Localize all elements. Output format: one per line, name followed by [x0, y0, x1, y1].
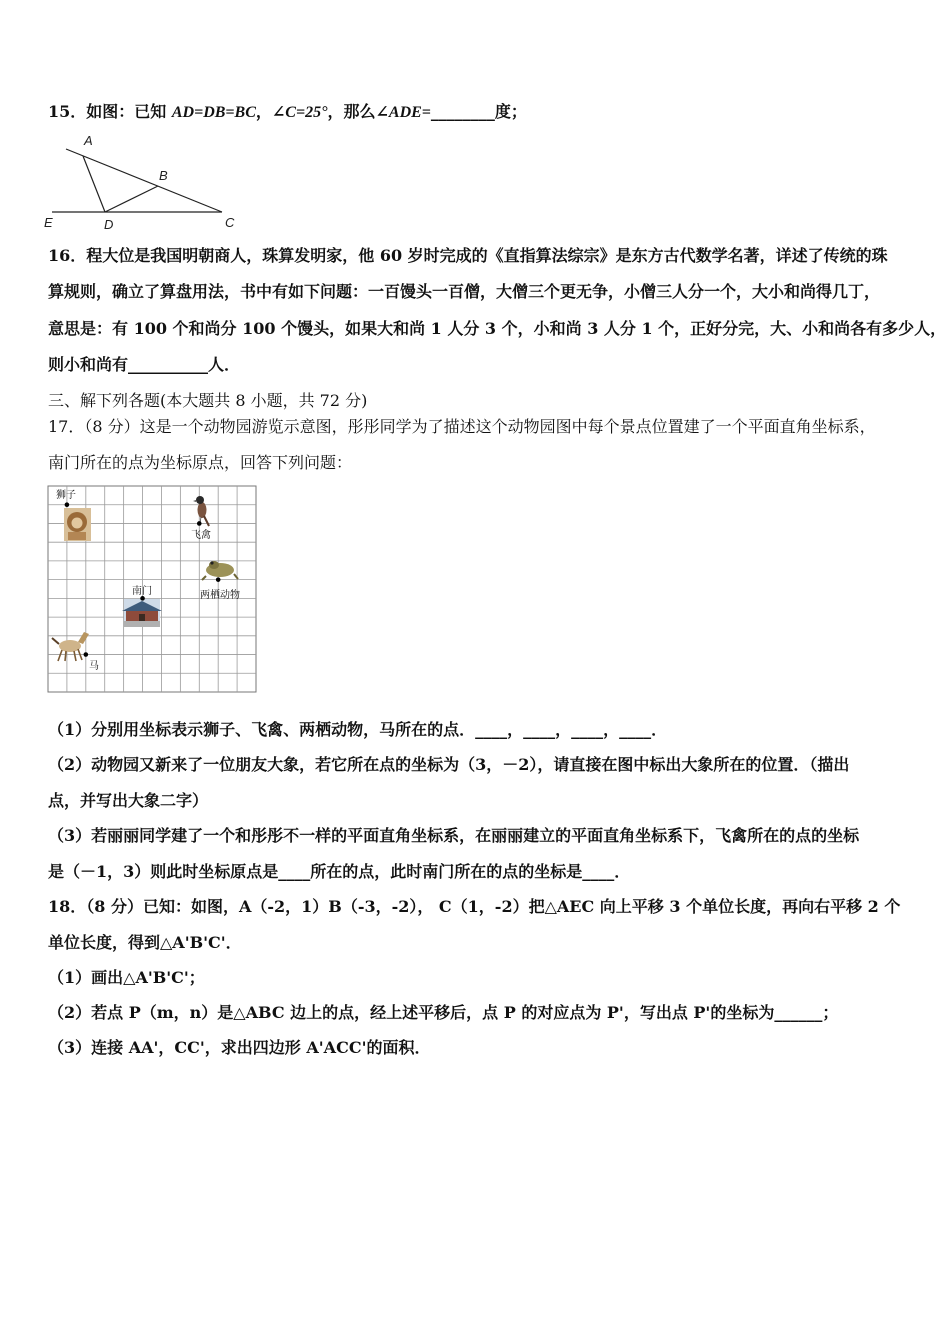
line-ad — [83, 156, 105, 212]
amphibians-label: 两栖动物 — [200, 590, 240, 601]
q17-part-3-line-1: （3）若丽丽同学建了一个和彤彤不一样的平面直角坐标系，在丽丽建立的平面直角坐标系下，飞禽所在的点的坐标 — [48, 826, 860, 845]
horse-label: 马 — [89, 661, 99, 672]
section-3-title: 三、解下列各题(本大题共 8 小题，共 72 分) — [48, 391, 368, 410]
q15-unit: 度； — [494, 102, 527, 121]
birds-point — [197, 521, 202, 526]
q15-text — [48, 102, 527, 123]
q15-angle-sign: ，∠ — [255, 102, 286, 121]
q16-line-1: 16．程大位是我国明朝商人，珠算发明家，他 60 岁时完成的《直指算法综宗》是东方古代数学名著，详述了传统的珠 — [48, 246, 888, 265]
q18-part-2: （2）若点 P（m，n）是△ABC 边上的点，经上述平移后，点 P 的对应点为 P'，写出点 P'的坐标为______； — [48, 1003, 839, 1022]
line-ac — [66, 149, 222, 212]
gate-icon — [122, 599, 162, 627]
q17-intro-line-2: 南门所在的点为坐标原点，回答下列问题： — [48, 453, 353, 472]
birds-label: 飞禽 — [191, 530, 211, 541]
label-c: C — [225, 215, 235, 230]
q18-line-2: 单位长度，得到△A'B'C'． — [48, 933, 242, 952]
zoo-map — [47, 485, 257, 693]
q15-angle-ade: ADE= — [388, 104, 431, 121]
q18-part-1: （1）画出△A'B'C'； — [48, 968, 205, 987]
q16-line-3: 意思是：有 100 个和尚分 100 个馒头，如果大和尚 1 人分 3 个，小和尚 3 人分 1 个，正好分完，大、小和尚各有多少人， — [48, 319, 947, 338]
label-b: B — [159, 168, 168, 183]
amphibians-point — [216, 577, 221, 582]
q15-figure — [40, 128, 240, 234]
q15-angle-c: C=25° — [285, 104, 328, 121]
lion-point — [65, 502, 70, 507]
q17-part-1: （1）分别用坐标表示狮子、飞禽、两栖动物，马所在的点．____，____，____，____． — [48, 720, 668, 739]
label-d: D — [104, 217, 114, 232]
horse-point — [84, 652, 89, 657]
q18-line-1: 18．（8 分）已知：如图，A（-2，1）B（-3，-2）， C（1，-2）把△AEC 向上平移 3 个单位长度，再向右平移 2 个 — [48, 897, 901, 916]
q15-answer-blank: ________ — [430, 102, 495, 121]
q17-part-2-line-1: （2）动物园又新来了一位朋友大象，若它所在点的坐标为（3，－2），请直接在图中标出大象所在的位置．（描出 — [48, 755, 850, 774]
q18-part-3: （3）连接 AA'，CC'，求出四边形 A'ACC'的面积． — [48, 1038, 431, 1057]
lion-icon — [64, 508, 91, 541]
q16-line-2: 算规则，确立了算盘用法，书中有如下问题：一百馒头一百僧，大僧三个更无争，小僧三人分一个，大小和尚得几丁， — [48, 282, 881, 301]
q17-part-3-line-2: 是（－1，3）则此时坐标原点是____所在的点，此时南门所在的点的坐标是____． — [48, 862, 631, 881]
q16-line-4: 则小和尚有__________人． — [48, 355, 241, 374]
q15-given: AD=DB=BC — [171, 104, 256, 121]
lion-label: 狮子 — [56, 490, 76, 501]
label-e: E — [44, 215, 53, 230]
q17-intro-line-1: 17．（8 分）这是一个动物园游览示意图，彤彤同学为了描述这个动物园图中每个景点位置建了一个平面直角坐标系， — [48, 417, 876, 436]
line-db — [105, 186, 158, 212]
q15-then: ，那么∠ — [327, 102, 389, 121]
label-a: A — [84, 133, 93, 148]
q15-number-intro: 15．如图：已知 — [48, 102, 172, 121]
south-gate-label: 南门 — [132, 586, 152, 597]
q17-part-2-line-2: 点，并写出大象二字） — [48, 791, 209, 810]
